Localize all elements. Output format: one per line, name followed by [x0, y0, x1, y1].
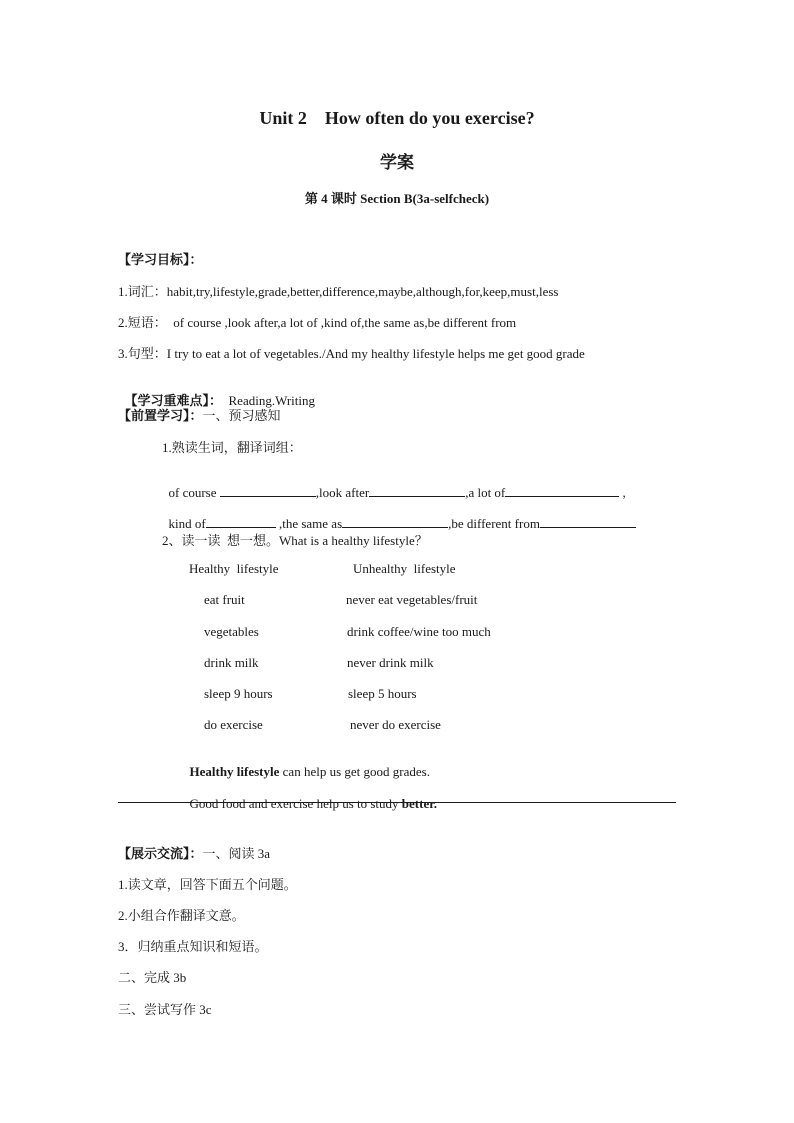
good-food-line [183, 780, 437, 812]
unhealthy-item: drink coffee/wine too much [347, 624, 491, 639]
blank-look-after[interactable] [369, 484, 465, 497]
phrase-of-course: of course [168, 485, 220, 500]
translate-row-1 [162, 468, 626, 501]
exchange-item: 2.小组合作翻译文意。 [118, 908, 245, 923]
row1-end: , [619, 485, 626, 500]
good-food-bold: better. [401, 796, 438, 811]
healthy-lifestyle-bold: Healthy lifestyle [189, 764, 280, 779]
key-points-text: Reading.Writing [222, 393, 316, 408]
phrase-different-from: ,be different from [448, 516, 540, 531]
healthy-item: eat fruit [204, 592, 245, 607]
unhealthy-item: sleep 5 hours [348, 686, 417, 701]
exchange-heading-rest: 一、阅读 3a [202, 846, 271, 861]
healthy-item: do exercise [204, 717, 263, 732]
blank-of-course[interactable] [220, 484, 316, 497]
unhealthy-column-header: Unhealthy lifestyle [353, 561, 456, 576]
exchange-item: 3．归纳重点知识和短语。 [118, 939, 268, 954]
section-divider [118, 802, 676, 803]
blank-a-lot-of[interactable] [505, 484, 619, 497]
healthy-item: sleep 9 hours [204, 686, 273, 701]
pre-study-item1: 1.熟读生词，翻译词组： [162, 440, 302, 455]
phrase-same-as: ,the same as [275, 516, 343, 531]
objectives-sentences: 3.句型：I try to eat a lot of vegetables./And my healthy lifestyle helps me get good grade [118, 346, 585, 361]
healthy-item: drink milk [204, 655, 259, 670]
unhealthy-item: never eat vegetables/fruit [346, 592, 478, 607]
objectives-phrases: 2.短语： of course ,look after,a lot of ,kind of,the same as,be different from [118, 315, 517, 330]
pre-study-line [118, 405, 281, 424]
translate-row-2 [162, 499, 636, 532]
page-title: Unit 2 How often do you exercise? [259, 108, 535, 128]
blank-different-from[interactable] [540, 515, 636, 528]
exchange-item: 二、完成 3b [118, 970, 187, 985]
exchange-item: 三、尝试写作 3c [118, 1002, 212, 1017]
pre-study-item2: 2、读一读 想一想。What is a healthy lifestyle？ [162, 533, 428, 548]
lesson-label: 第 4 课时 Section B(3a-selfcheck) [304, 191, 490, 206]
objectives-vocab: 1.词汇：habit,try,lifestyle,grade,better,difference,maybe,although,for,keep,must,less [118, 284, 559, 299]
unhealthy-item: never drink milk [347, 655, 434, 670]
good-food-rest: Good food and exercise help us to study [189, 796, 402, 811]
healthy-lifestyle-line [183, 748, 430, 780]
key-points-heading: 【学习重难点】： [124, 393, 223, 408]
pre-study-heading-rest: 一、预习感知 [202, 408, 281, 423]
phrase-look-after: ,look after [315, 485, 370, 500]
exchange-line [118, 843, 270, 862]
blank-kind-of[interactable] [206, 515, 276, 528]
exchange-heading: 【展示交流】： [118, 846, 203, 861]
unhealthy-item: never do exercise [350, 717, 441, 732]
objectives-heading: 【学习目标】： [118, 252, 203, 267]
page-subtitle: 学案 [380, 153, 414, 173]
pre-study-heading: 【前置学习】： [118, 408, 203, 423]
exchange-item: 1.读文章，回答下面五个问题。 [118, 877, 297, 892]
blank-same-as[interactable] [342, 515, 448, 528]
phrase-a-lot-of: ,a lot of [465, 485, 506, 500]
healthy-lifestyle-rest: can help us get good grades. [279, 764, 430, 779]
healthy-column-header: Healthy lifestyle [189, 561, 279, 576]
key-points-line [118, 374, 315, 409]
phrase-kind-of: kind of [168, 516, 206, 531]
healthy-item: vegetables [204, 624, 259, 639]
